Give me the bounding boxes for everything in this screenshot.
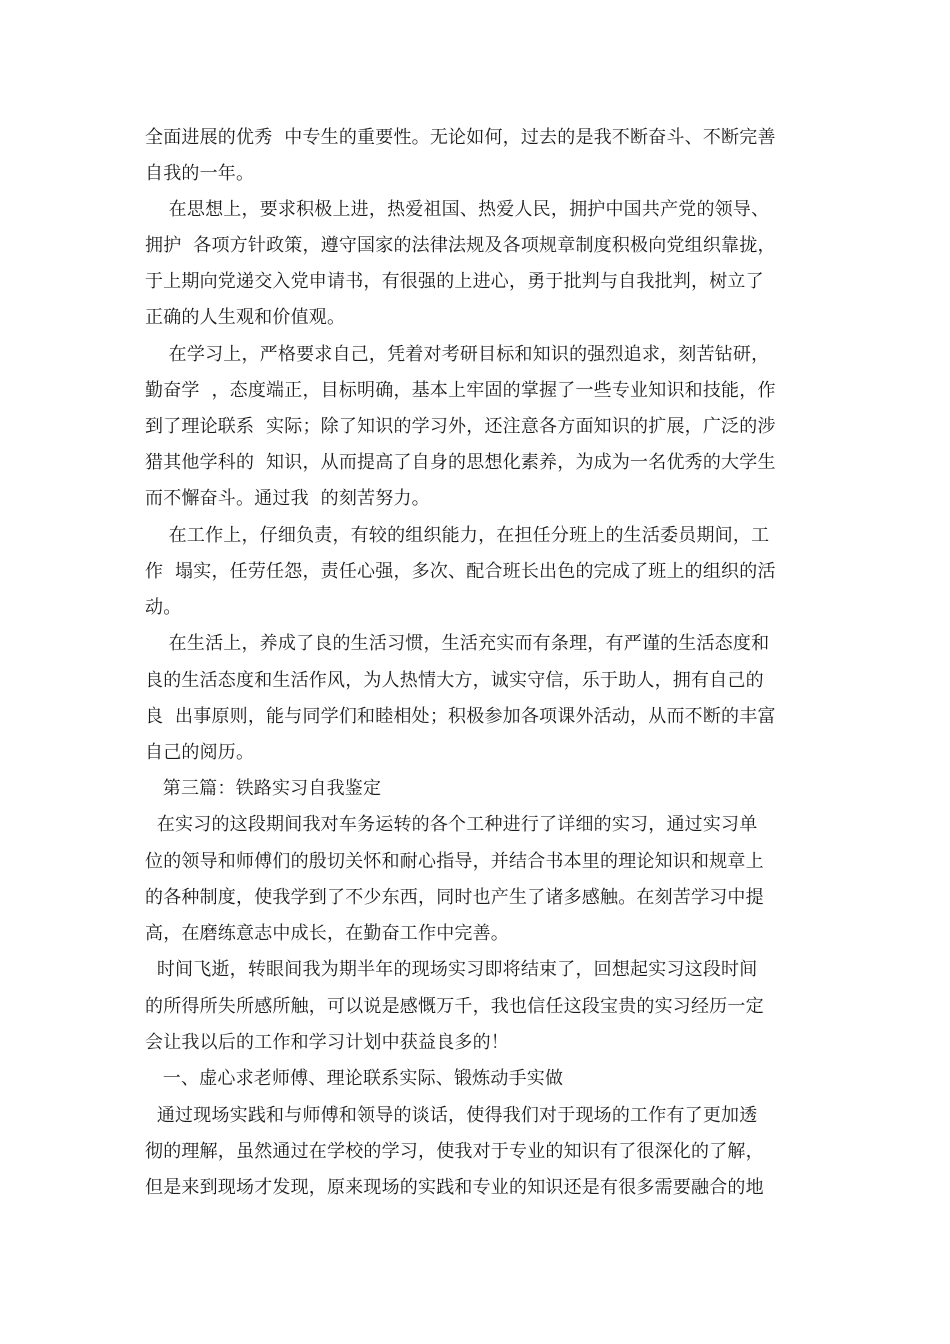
section-heading: 第三篇：铁路实习自我鉴定 bbox=[145, 778, 382, 799]
text-line: 动。 bbox=[145, 597, 182, 618]
text-line: 的各种制度，使我学到了不少东西，同时也产生了诸多感触。在刻苦学习中提 bbox=[145, 887, 764, 908]
text-line: 高，在磨练意志中成长，在勤奋工作中完善。 bbox=[145, 923, 509, 944]
text-line: 猎其他学科的 知识，从而提高了自身的思想化素养，为成为一名优秀的大学生 bbox=[145, 452, 776, 473]
text-line: 良 出事原则，能与同学们和睦相处；积极参加各项课外活动，从而不断的丰富 bbox=[145, 706, 776, 727]
text-line: 在生活上，养成了良的生活习惯，生活充实而有条理，有严谨的生活态度和 bbox=[145, 633, 770, 654]
text-line: 正确的人生观和价值观。 bbox=[145, 307, 346, 328]
text-line: 会让我以后的工作和学习计划中获益良多的！ bbox=[145, 1032, 509, 1053]
text-line: 在思想上，要求积极上进，热爱祖国、热爱人民，拥护中国共产党的领导、 bbox=[145, 199, 770, 220]
text-line: 拥护 各项方针政策，遵守国家的法律法规及各项规章制度积极向党组织靠拢， bbox=[145, 235, 776, 256]
text-line: 在工作上，仔细负责，有较的组织能力，在担任分班上的生活委员期间，工 bbox=[145, 525, 770, 546]
text-line: 时间飞逝，转眼间我为期半年的现场实习即将结束了，回想起实习这段时间 bbox=[145, 959, 758, 980]
text-line: 作 塌实，任劳任怨，责任心强，多次、配合班长出色的完成了班上的组织的活 bbox=[145, 561, 776, 582]
text-line: 在实习的这段期间我对车务运转的各个工种进行了详细的实习，通过实习单 bbox=[145, 814, 758, 835]
text-line: 通过现场实践和与师傅和领导的谈话，使得我们对于现场的工作有了更加透 bbox=[145, 1105, 758, 1126]
text-line: 但是来到现场才发现，原来现场的实践和专业的知识还是有很多需要融合的地 bbox=[145, 1177, 764, 1198]
subsection-heading: 一、虚心求老师傅、理论联系实际、锻炼动手实做 bbox=[145, 1068, 564, 1089]
text-line: 而不懈奋斗。通过我 的刻苦努力。 bbox=[145, 488, 430, 509]
text-line: 到了理论联系 实际；除了知识的学习外，还注意各方面知识的扩展，广泛的涉 bbox=[145, 416, 776, 437]
text-line: 在学习上，严格要求自己，凭着对考研目标和知识的强烈追求，刻苦钻研， bbox=[145, 344, 770, 365]
text-line: 位的领导和师傅们的殷切关怀和耐心指导，并结合书本里的理论知识和规章上 bbox=[145, 851, 764, 872]
text-line: 全面进展的优秀 中专生的重要性。无论如何，过去的是我不断奋斗、不断完善 bbox=[145, 127, 776, 148]
text-line: 的所得所失所感所触，可以说是感慨万千，我也信任这段宝贵的实习经历一定 bbox=[145, 996, 764, 1017]
text-line: 彻的理解，虽然通过在学校的学习，使我对于专业的知识有了很深化的了解， bbox=[145, 1141, 764, 1162]
text-line: 于上期向党递交入党申请书，有很强的上进心，勇于批判与自我批判，树立了 bbox=[145, 271, 764, 292]
text-line: 自己的阅历。 bbox=[145, 742, 255, 763]
text-line: 良的生活态度和生活作风，为人热情大方，诚实守信，乐于助人，拥有自己的 bbox=[145, 670, 764, 691]
text-line: 勤奋学 ，态度端正，目标明确，基本上牢固的掌握了一些专业知识和技能，作 bbox=[145, 380, 776, 401]
text-line: 自我的一年。 bbox=[145, 163, 255, 184]
